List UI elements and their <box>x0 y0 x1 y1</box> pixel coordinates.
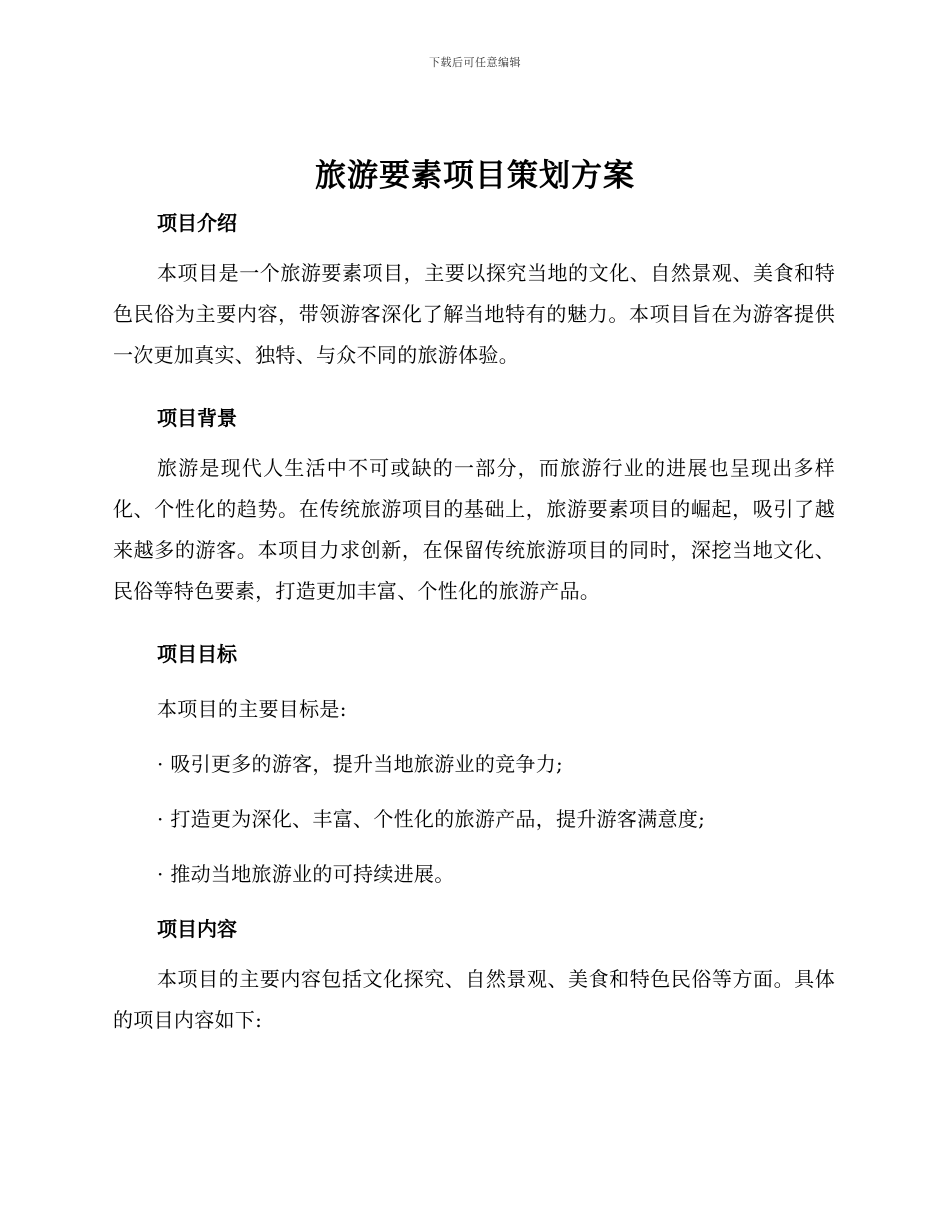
section-heading-background: 项目背景 <box>157 406 237 430</box>
goal-list-item: · 打造更为深化、丰富、个性化的旅游产品，提升游客满意度; <box>157 807 706 831</box>
paragraph-background: 旅游是现代人生活中不可或缺的一部分，而旅游行业的进展也呈现出多样化、个性化的趋势。在传统旅游项目的基础上，旅游要素项目的崛起，吸引了越来越多的游客。本项目力求创新，在保留传统旅游项目的同时，深挖当地文化、民俗等特色要素，打造更加丰富、个性化的旅游产品。 <box>113 456 835 603</box>
page-header-note: 下载后可任意编辑 <box>429 56 521 69</box>
section-heading-content: 项目内容 <box>157 917 237 941</box>
section-heading-intro: 项目介绍 <box>157 211 237 235</box>
goal-list-item: · 推动当地旅游业的可持续进展。 <box>157 862 455 886</box>
goals-intro-text: 本项目的主要目标是: <box>157 697 347 721</box>
paragraph-intro: 本项目是一个旅游要素项目，主要以探究当地的文化、自然景观、美食和特色民俗为主要内容，带领游客深化了解当地特有的魅力。本项目旨在为游客提供一次更加真实、独特、与众不同的旅游体验。 <box>113 261 835 367</box>
section-heading-goals: 项目目标 <box>157 642 237 666</box>
paragraph-content: 本项目的主要内容包括文化探究、自然景观、美食和特色民俗等方面。具体的项目内容如下: <box>113 967 835 1032</box>
document-title: 旅游要素项目策划方案 <box>315 158 635 194</box>
goal-list-item: · 吸引更多的游客，提升当地旅游业的竞争力; <box>157 752 564 776</box>
